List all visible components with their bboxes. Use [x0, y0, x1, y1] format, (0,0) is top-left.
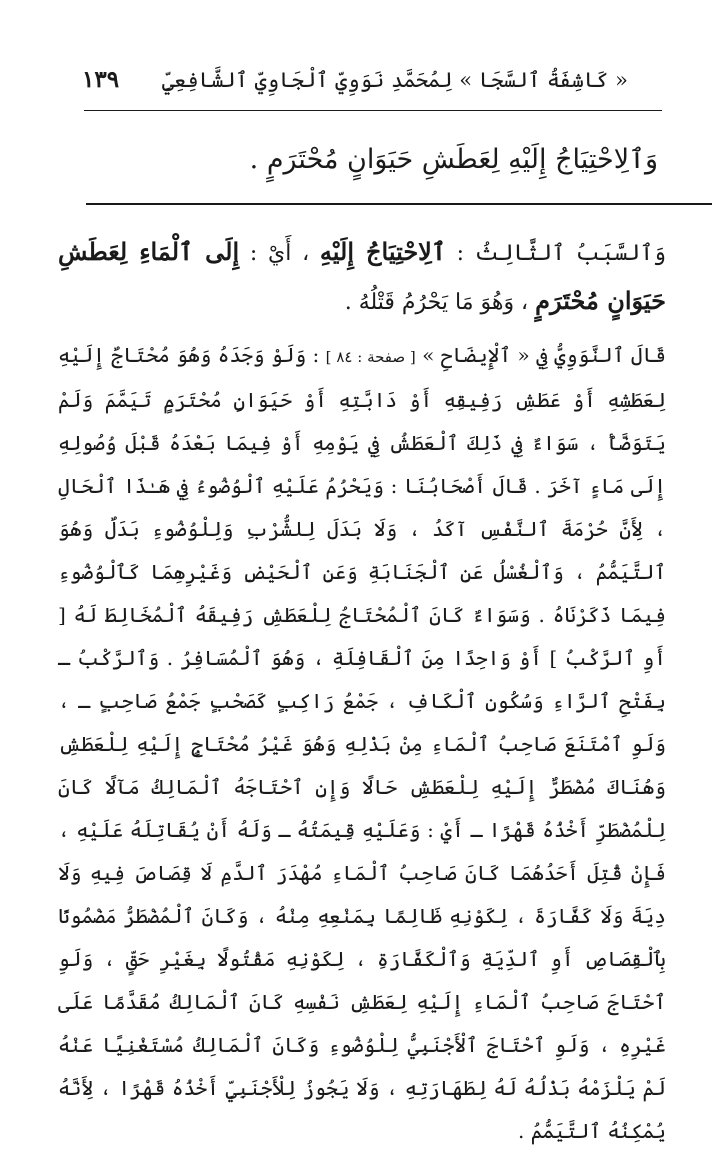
page-header	[82, 62, 678, 106]
page-number: ١٣٩	[82, 66, 120, 93]
para1-bold-term: ٱلِاحْتِيَاجُ إِلَيْهِ	[319, 237, 446, 266]
matn-divider	[86, 203, 712, 205]
para1-end: ، وَهُوَ مَا يَحْرُمُ قَتْلُهُ .	[344, 290, 529, 315]
page-reference: [ صفحة : ٨٤ ]	[325, 348, 416, 366]
para1-bold-explanation: إِلَى ٱلْمَاءِ لِعَطَشِ حَيَوَانٍ مُحْتَرَمٍ	[58, 237, 666, 315]
running-title: « كَاشِفَةُ ٱلسَّجَا » لِمُحَمَّدِ نَوَوِيِّ ٱلْجَاوِيِّ ٱلشَّافِعِيِّ	[161, 68, 628, 92]
para2-body: : وَلَوْ وَجَدَهُ وَهُوَ مُحْتَاجٌ إِلَيْهِ لِعَطَشِهِ أَوْ عَطَشِ رَفِيقِهِ أَوْ دَابَّتِهِ أَوْ حَيَوَانٍ مُحْتَرَمٍ تَيَمَّمَ وَلَمْ يَتَوَضَّأْ ، سَوَاءٌ فِي ذَلِكَ ٱلْعَطَشُ فِي يَوْمِهِ أَوْ فِيمَا بَعْدَهُ قَبْلَ وُصُولِهِ إِلَى مَاءٍ آخَرَ . قَالَ أَصْحَابُنَا : وَيَحْرُمُ عَلَيْهِ ٱلْوُضُوءُ فِي هَـٰذَا ٱلْحَالِ ، لِأَنَّ حُرْمَةَ ٱلنَّفْسِ آكَدُ ، وَلَا بَدَلَ لِلشُّرْبِ وَلِلْوُضُوءِ بَدَلٌ وَهُوَ ٱلتَّيَمُّمُ ، وَٱلْغُسْلُ عَنِ ٱلْجَنَابَةِ وَعَنِ ٱلْحَيْضِ وَغَيْرِهِمَا كَٱلْوُضُوءِ فِيمَا ذَكَرْنَاهُ . وَسَوَاءٌ كَانَ ٱلْمُحْتَاجُ لِلْعَطَشِ رَفِيقَهُ ٱلْمُخَالِطَ لَهُ [ أَوِ ٱلرَّكْبُ ] أَوْ وَاحِدًا مِنَ ٱلْقَافِلَةِ ، وَهُوَ ٱلْمُسَافِرُ . وَٱلرَّكْبُ ـ بِفَتْحِ ٱلرَّاءِ وَسُكُونِ ٱلْكَافِ ، جَمْعُ رَاكِبٍ كَصَحْبٍ جَمْعُ صَاحِبٍ ـ ، وَلَوِ ٱمْتَنَعَ صَاحِبُ ٱلْمَاءِ مِنْ بَذْلِهِ وَهُوَ غَيْرُ مُحْتَاجٍ إِلَيْهِ لِلْعَطَشِ وَهُنَاكَ مُضْطَرٌّ إِلَيْهِ لِلْعَطَشِ حَالًا وَإِنِ ٱحْتَاجَهُ ٱلْمَالِكُ مَآلًا كَانَ لِلْمُضْطَرِّ أَخْذُهُ قَهْرًا ـ أَيْ : وَعَلَيْهِ قِيمَتُهُ ـ وَلَهُ أَنْ يُقَاتِلَهُ عَلَيْهِ ، فَإِنْ قُتِلَ أَحَدُهُمَا كَانَ صَاحِبُ ٱلْمَاءِ مُهْدَرَ ٱلدَّمِ لَا قِصَاصَ فِيهِ وَلَا دِيَةَ وَلَا كَفَّارَةَ ، لِكَوْنِهِ ظَالِمًا بِمَنْعِهِ مِنْهُ ، وَكَانَ ٱلْمُضْطَرُّ مَضْمُونًا بِٱلْقِصَاصِ أَوِ ٱلدِّيَةِ وَٱلْكَفَّارَةِ ، لِكَوْنِهِ مَقْتُولًا بِغَيْرِ حَقٍّ ، وَلَوِ ٱحْتَاجَ صَاحِبُ ٱلْمَاءِ إِلَيْهِ لِعَطَشِ نَفْسِهِ كَانَ ٱلْمَالِكُ مُقَدَّمًا عَلَى غَيْرِهِ ، وَلَوِ ٱحْتَاجَ ٱلْأَجْنَبِيُّ لِلْوُضُوءِ وَكَانَ ٱلْمَالِكُ مُسْتَغْنِيًا عَنْهُ لَمْ يَلْزَمْهُ بَذْلُهُ لَهُ لِطَهَارَتِهِ ، وَلَا يَجُوزُ لِلْأَجْنَبِيِّ أَخْذُهُ قَهْرًا ، لِأَنَّهُ يُمْكِنُهُ ٱلتَّيَمُّمُ .	[58, 343, 666, 1143]
commentary-paragraph-2	[58, 334, 666, 1153]
commentary-paragraph-1	[58, 228, 666, 326]
header-divider	[84, 110, 662, 111]
para1-intro: وَٱلسَّبَبُ ٱلثَّالِثُ :	[456, 241, 666, 266]
para2-opening: قَالَ ٱلنَّوَوِيُّ فِي « ٱلْإِيضَاحِ »	[422, 343, 667, 367]
commentary	[58, 228, 666, 1153]
matn-text: وَٱلِاحْتِيَاجُ إِلَيْهِ لِعَطَشِ حَيَوَانٍ مُحْتَرَمٍ .	[249, 144, 658, 175]
para1-connector: ، أَيْ :	[249, 241, 310, 266]
